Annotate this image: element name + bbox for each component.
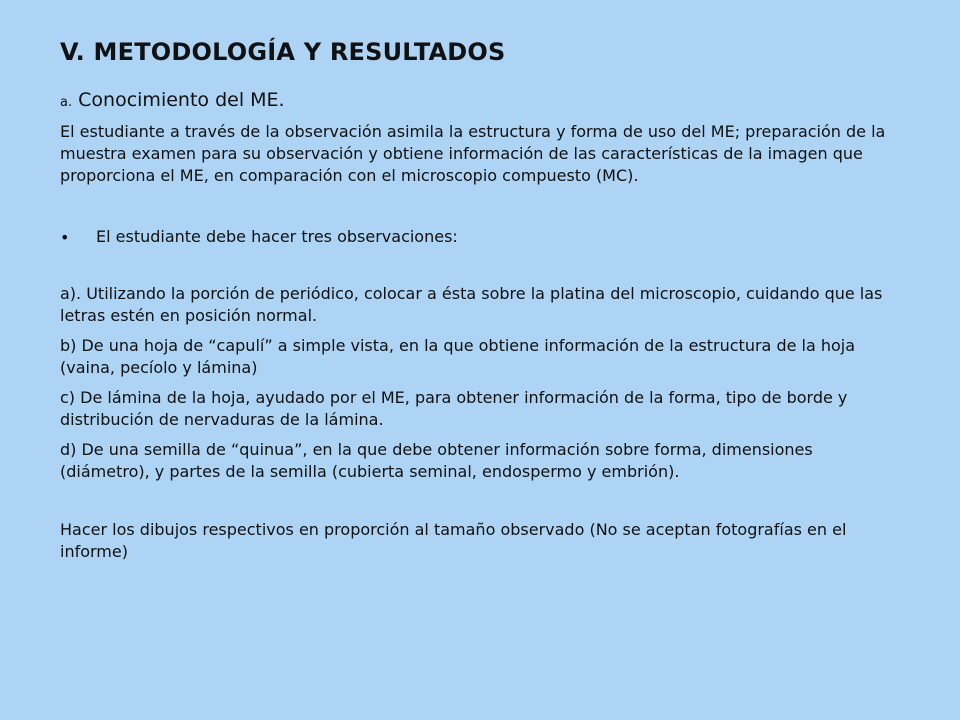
section-heading-text: Conocimiento del ME.	[72, 89, 285, 111]
observation-c: c) De lámina de la hoja, ayudado por el ME, para obtener información de la forma, tipo de borde y distribución de nervaduras de la lámina.	[60, 388, 848, 429]
section-prefix: a.	[60, 95, 73, 110]
bullet-icon: •	[60, 228, 70, 247]
intro-paragraph: El estudiante a través de la observación asimila la estructura y forma de uso del ME; preparación de la muestra examen para su observación y obtiene información de las características de la imagen que proporciona el ME, en comparación con el microscopio compuesto (MC).	[60, 122, 886, 185]
observation-a: a). Utilizando la porción de periódico, colocar a ésta sobre la platina del microscopio, cuidando que las letras estén en posición normal.	[60, 284, 883, 325]
bullet-item	[60, 227, 900, 249]
bullet-text: El estudiante debe hacer tres observaciones:	[96, 227, 458, 246]
section-heading	[60, 88, 900, 115]
closing-note: Hacer los dibujos respectivos en proporción al tamaño observado (No se aceptan fotografías en el informe)	[60, 520, 847, 561]
observation-b: b) De una hoja de “capulí” a simple vista, en la que obtiene información de la estructura de la hoja (vaina, pecíolo y lámina)	[60, 336, 856, 377]
slide-title: V. METODOLOGÍA Y RESULTADOS	[60, 38, 506, 66]
observation-d: d) De una semilla de “quinua”, en la que debe obtener información sobre forma, dimensiones (diámetro), y partes de la semilla (cubierta seminal, endospermo y embrión).	[60, 440, 813, 481]
